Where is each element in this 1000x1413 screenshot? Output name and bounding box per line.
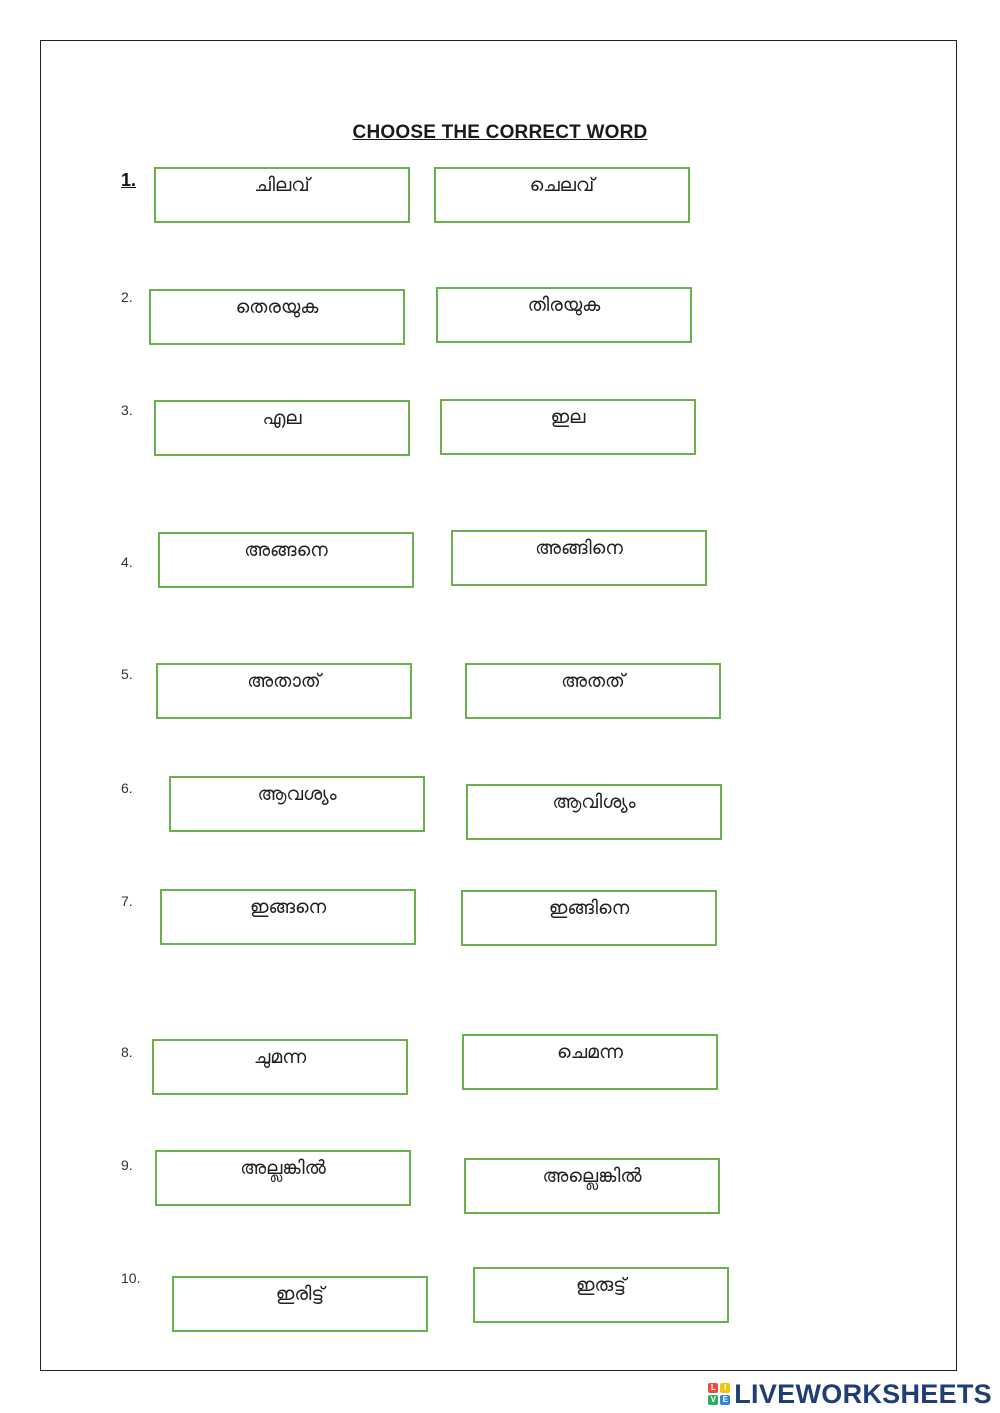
option-word: ഇരിട്ട് — [275, 1283, 325, 1305]
option-word: തിരയുക — [527, 294, 601, 316]
option-word: അല്ലങ്കിൽ — [240, 1157, 326, 1179]
option-word: ചിലവ് — [254, 174, 310, 196]
option-box[interactable] — [154, 400, 410, 456]
option-word: ഇങ്ങിനെ — [548, 897, 630, 919]
logo-mark-tile: I — [720, 1383, 730, 1393]
option-box[interactable] — [465, 663, 721, 719]
option-box[interactable] — [158, 532, 414, 588]
option-box[interactable] — [154, 167, 410, 223]
question-number: 6. — [121, 780, 133, 796]
option-box[interactable] — [152, 1039, 408, 1095]
option-word: അതത് — [561, 670, 625, 692]
worksheet-title: CHOOSE THE CORRECT WORD — [352, 122, 648, 143]
option-word: ആവശ്യം — [257, 783, 337, 805]
option-word: ഇല — [550, 406, 586, 428]
question-number: 1. — [121, 170, 137, 190]
option-box[interactable] — [461, 890, 717, 946]
option-box[interactable] — [436, 287, 692, 343]
option-word: ചെലവ് — [529, 174, 595, 196]
option-box[interactable] — [169, 776, 425, 832]
option-box[interactable] — [466, 784, 722, 840]
logo-mark-tile: E — [720, 1395, 730, 1405]
option-word: ചെമന്ന — [557, 1041, 623, 1063]
option-box[interactable] — [156, 663, 412, 719]
option-box[interactable] — [473, 1267, 729, 1323]
question-number: 3. — [121, 402, 133, 418]
option-word: അതാത് — [247, 670, 321, 692]
logo-mark-tile: L — [708, 1383, 718, 1393]
option-box[interactable] — [160, 889, 416, 945]
option-word: ചുമന്ന — [253, 1046, 307, 1068]
option-word: ഇരുട്ട് — [575, 1274, 627, 1296]
option-box[interactable] — [155, 1150, 411, 1206]
option-box[interactable] — [462, 1034, 718, 1090]
option-box[interactable] — [434, 167, 690, 223]
option-box[interactable] — [149, 289, 405, 345]
option-box[interactable] — [451, 530, 707, 586]
liveworksheets-logo — [708, 1379, 992, 1409]
question-number: 9. — [121, 1157, 133, 1173]
option-word: ഇങ്ങനെ — [249, 896, 327, 918]
question-number: 8. — [121, 1044, 133, 1060]
question-number: 7. — [121, 893, 133, 909]
question-number: 5. — [121, 666, 133, 682]
logo-mark-tile: V — [708, 1395, 718, 1405]
option-word: തെരയുക — [235, 296, 319, 318]
question-number: 2. — [121, 289, 133, 305]
option-word: അല്ലെങ്കിൽ — [542, 1165, 642, 1187]
option-box[interactable] — [464, 1158, 720, 1214]
question-number: 10. — [121, 1270, 141, 1286]
question-number: 4. — [121, 554, 133, 570]
option-word: അങ്ങനെ — [244, 539, 328, 561]
liveworksheets-logo-icon — [708, 1383, 730, 1405]
option-box[interactable] — [172, 1276, 428, 1332]
option-word: എല — [262, 407, 302, 429]
option-word: ആവിശ്യം — [552, 791, 636, 813]
option-box[interactable] — [440, 399, 696, 455]
option-word: അങ്ങിനെ — [535, 537, 623, 559]
liveworksheets-brand-text: LIVEWORKSHEETS — [734, 1378, 992, 1409]
